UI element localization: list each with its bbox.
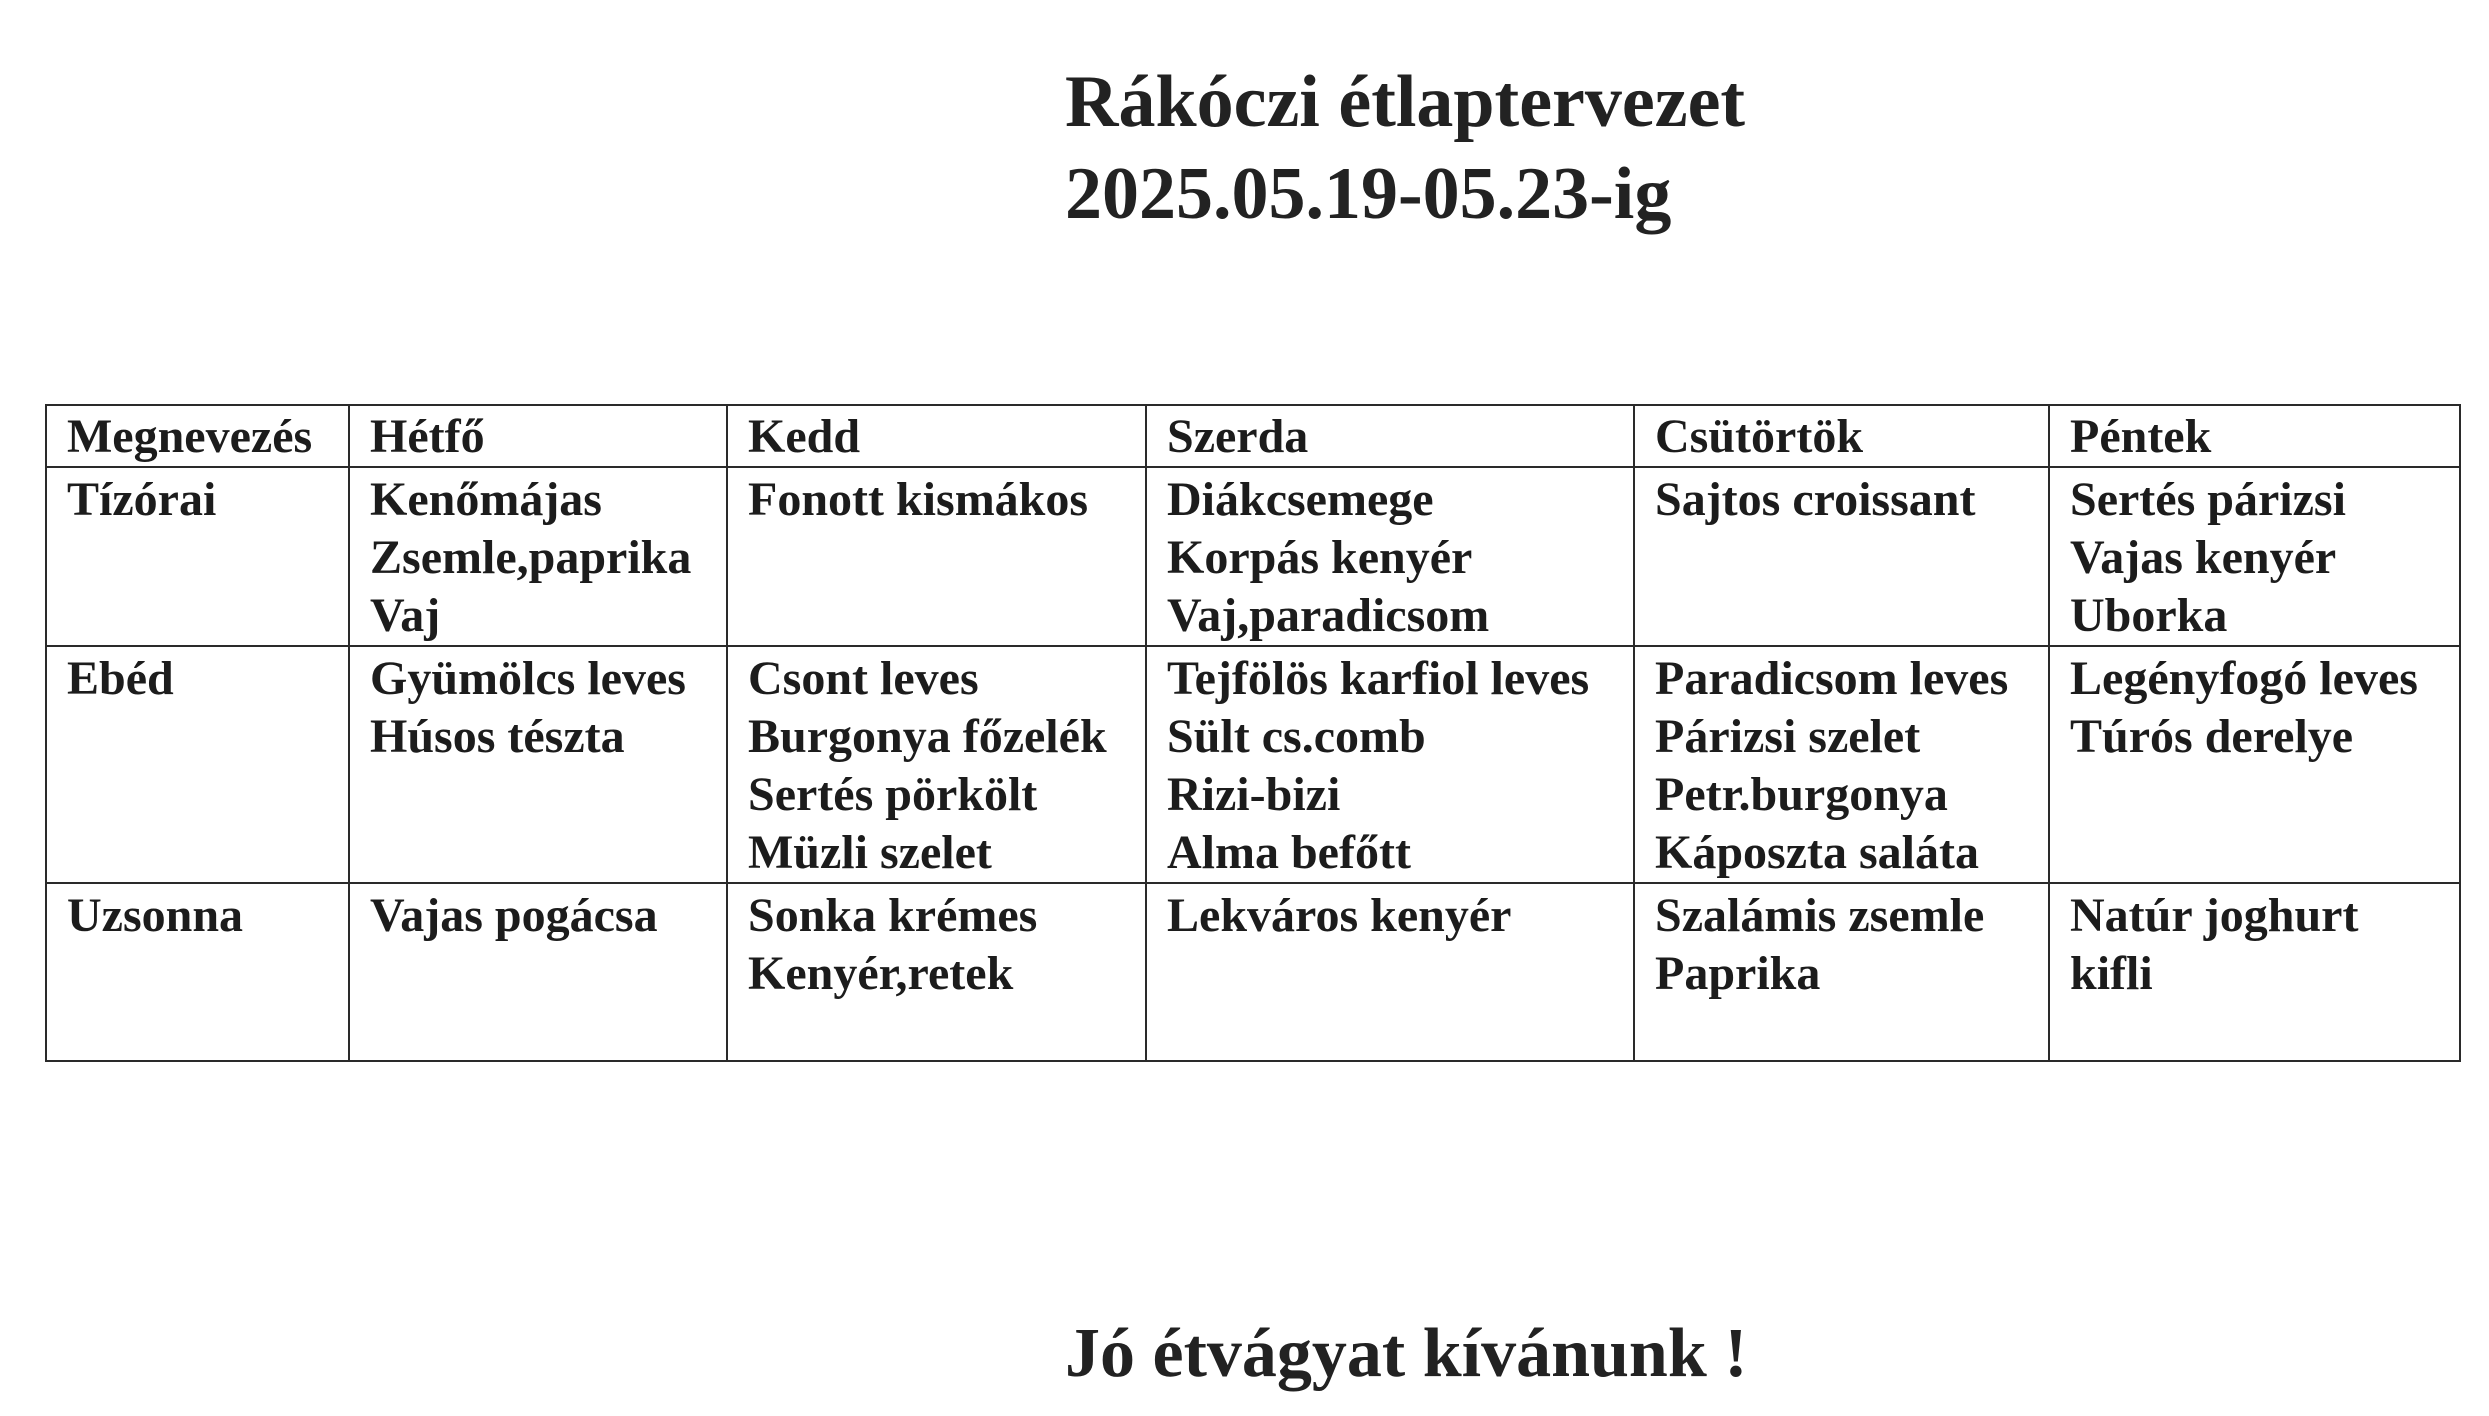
cell-ebed-csutortok <box>1634 646 2049 883</box>
menu-item: Kenőmájas <box>370 473 602 526</box>
title-line-date-range: 2025.05.19-05.23-ig <box>1065 153 1672 235</box>
menu-item: Kenyér,retek <box>748 947 1014 1000</box>
header-pentek: Péntek <box>2049 405 2460 467</box>
menu-item: Paprika <box>1655 947 1821 1000</box>
cell-uzsonna-szerda <box>1146 883 1634 1061</box>
cell-tizorai-kedd <box>727 467 1146 646</box>
row-label-tizorai: Tízórai <box>46 467 349 646</box>
cell-uzsonna-pentek <box>2049 883 2460 1061</box>
menu-item: Vajas pogácsa <box>370 889 658 942</box>
menu-item: Natúr joghurt <box>2070 889 2359 942</box>
menu-item: Burgonya főzelék <box>748 710 1107 763</box>
header-megnevezes: Megnevezés <box>46 405 349 467</box>
weekly-menu-table <box>45 404 2461 1062</box>
cell-ebed-pentek <box>2049 646 2460 883</box>
menu-item: Csont leves <box>748 652 979 705</box>
table-header-row <box>46 405 2460 467</box>
cell-tizorai-pentek <box>2049 467 2460 646</box>
cell-ebed-szerda <box>1146 646 1634 883</box>
menu-item: Káposzta saláta <box>1655 826 1979 879</box>
menu-item: Lekváros kenyér <box>1167 889 1512 942</box>
cell-tizorai-hetfo <box>349 467 727 646</box>
menu-item: Alma befőtt <box>1167 826 1411 879</box>
menu-item: Sertés pörkölt <box>748 768 1038 821</box>
cell-ebed-kedd <box>727 646 1146 883</box>
header-szerda: Szerda <box>1146 405 1634 467</box>
cell-uzsonna-hetfo <box>349 883 727 1061</box>
menu-item: Túrós derelye <box>2070 710 2354 763</box>
menu-item: Müzli szelet <box>748 826 992 879</box>
title-line-name: Rákóczi étlaptervezet <box>1065 61 1746 143</box>
row-label-uzsonna: Uzsonna <box>46 883 349 1061</box>
menu-item: Uborka <box>2070 589 2228 642</box>
menu-item: Sonka krémes <box>748 889 1038 942</box>
menu-item: Vajas kenyér <box>2070 531 2337 584</box>
cell-ebed-hetfo <box>349 646 727 883</box>
menu-item: Korpás kenyér <box>1167 531 1473 584</box>
menu-item: Diákcsemege <box>1167 473 1434 526</box>
menu-item: Fonott kismákos <box>748 473 1089 526</box>
table-row-tizorai <box>46 467 2460 646</box>
header-csutortok: Csütörtök <box>1634 405 2049 467</box>
menu-item: Paradicsom leves <box>1655 652 2009 705</box>
cell-uzsonna-kedd <box>727 883 1146 1061</box>
menu-item: Sajtos croissant <box>1655 473 1976 526</box>
closing-greeting: Jó étvágyat kívánunk ! <box>1065 1315 1748 1392</box>
menu-item: Húsos tészta <box>370 710 625 763</box>
page-title <box>1065 56 1745 240</box>
menu-item: Gyümölcs leves <box>370 652 686 705</box>
menu-item: Vaj,paradicsom <box>1167 589 1490 642</box>
table-row-ebed <box>46 646 2460 883</box>
menu-item: Sült cs.comb <box>1167 710 1426 763</box>
table-row-uzsonna <box>46 883 2460 1061</box>
menu-item: Tejfölös karfiol leves <box>1167 652 1590 705</box>
menu-item: Párizsi szelet <box>1655 710 1921 763</box>
menu-item: Legényfogó leves <box>2070 652 2418 705</box>
cell-uzsonna-csutortok <box>1634 883 2049 1061</box>
menu-item: Szalámis zsemle <box>1655 889 1985 942</box>
header-kedd: Kedd <box>727 405 1146 467</box>
cell-tizorai-szerda <box>1146 467 1634 646</box>
menu-item: Rizi-bizi <box>1167 768 1341 821</box>
menu-item: Sertés párizsi <box>2070 473 2346 526</box>
row-label-ebed: Ebéd <box>46 646 349 883</box>
menu-item: kifli <box>2070 947 2153 1000</box>
menu-item: Petr.burgonya <box>1655 768 1948 821</box>
header-hetfo: Hétfő <box>349 405 727 467</box>
cell-tizorai-csutortok <box>1634 467 2049 646</box>
menu-item: Vaj <box>370 589 441 642</box>
menu-item: Zsemle,paprika <box>370 531 692 584</box>
